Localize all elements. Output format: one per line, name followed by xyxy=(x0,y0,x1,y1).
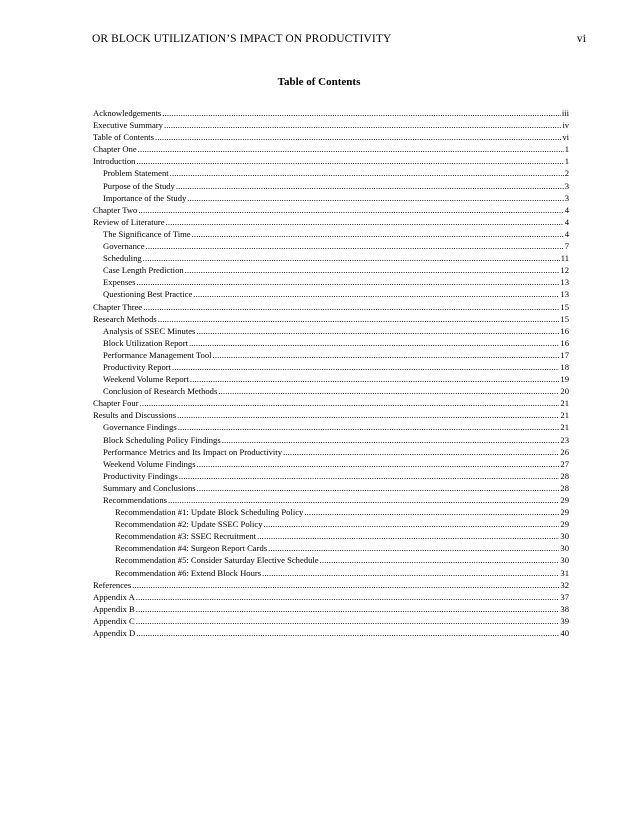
toc-entry-label: Scheduling xyxy=(103,253,142,264)
dot-leader xyxy=(162,107,561,119)
toc-entry-label: References xyxy=(93,579,132,590)
dot-leader xyxy=(136,615,560,627)
toc-entry[interactable] xyxy=(93,458,569,470)
toc-entry-page: 21 xyxy=(560,410,569,421)
toc-entry-label: Problem Statement xyxy=(103,168,169,179)
dot-leader xyxy=(189,337,559,349)
toc-entry-label: Purpose of the Study xyxy=(103,180,175,191)
toc-entry-page: 19 xyxy=(560,374,569,385)
toc-entry-label: Importance of the Study xyxy=(103,192,187,203)
toc-entry[interactable] xyxy=(93,228,569,240)
toc-entry-label: Results and Discussions xyxy=(93,410,177,421)
toc-entry-page: 15 xyxy=(560,313,569,324)
toc-entry-label: Performance Metrics and Its Impact on Productivity xyxy=(103,446,282,457)
dot-leader xyxy=(262,567,559,579)
toc-entry[interactable] xyxy=(93,349,569,361)
toc-entry-label: Chapter Two xyxy=(93,204,138,215)
dot-leader xyxy=(136,627,559,639)
toc-entry-page: 13 xyxy=(560,289,569,300)
dot-leader xyxy=(140,397,560,409)
toc-entry-label: Recommendation #6: Extend Block Hours xyxy=(115,567,262,578)
toc-entry-page: 20 xyxy=(560,386,569,397)
toc-entry-page: 12 xyxy=(560,265,569,276)
dot-leader xyxy=(136,591,560,603)
toc-entry-page: vi xyxy=(562,132,569,143)
dot-leader xyxy=(146,240,564,252)
toc-entry-page: 7 xyxy=(564,241,569,252)
dot-leader xyxy=(197,482,560,494)
toc-entry[interactable] xyxy=(93,627,569,639)
toc-entry[interactable] xyxy=(93,591,569,603)
dot-leader xyxy=(136,276,559,288)
dot-leader xyxy=(257,530,559,542)
toc-entry-label: Acknowledgements xyxy=(93,108,162,118)
page-number: vi xyxy=(576,33,586,45)
dot-leader xyxy=(213,349,560,361)
toc-entry-page: 32 xyxy=(560,579,569,590)
toc-entry-label: Recommendation #3: SSEC Recruitment xyxy=(115,531,257,542)
dot-leader xyxy=(136,155,563,167)
toc-entry[interactable] xyxy=(93,421,569,433)
toc-entry-page: 1 xyxy=(564,156,569,167)
toc-entry-label: Introduction xyxy=(93,156,136,167)
toc-entry[interactable] xyxy=(93,385,569,397)
running-header xyxy=(92,33,586,51)
toc-entry-label: Productivity Findings xyxy=(103,470,178,481)
toc-entry[interactable] xyxy=(93,301,569,313)
toc-entry[interactable] xyxy=(93,288,569,300)
toc-entry[interactable] xyxy=(93,542,569,554)
toc-entry-label: Table of Contents xyxy=(93,132,154,143)
toc-entry[interactable] xyxy=(93,482,569,494)
toc-entry[interactable] xyxy=(93,554,569,566)
toc-entry[interactable] xyxy=(93,143,569,155)
toc-entry-label: Appendix B xyxy=(93,603,135,614)
toc-entry[interactable] xyxy=(93,240,569,252)
toc-entry[interactable] xyxy=(93,216,569,228)
toc-entry[interactable] xyxy=(93,276,569,288)
toc-entry-page: 23 xyxy=(560,434,569,445)
toc-entry[interactable] xyxy=(93,506,569,518)
toc-entry-page: 28 xyxy=(560,470,569,481)
dot-leader xyxy=(138,204,563,216)
toc-entry-page: 4 xyxy=(564,228,569,239)
dot-leader xyxy=(197,458,560,470)
toc-entry-label: Recommendation #5: Consider Saturday Elective Schedule xyxy=(115,555,319,566)
dot-leader xyxy=(179,470,560,482)
dot-leader xyxy=(164,119,561,131)
toc-entry-label: Questioning Best Practice xyxy=(103,289,193,300)
dot-leader xyxy=(222,434,560,446)
toc-entry-page: 13 xyxy=(560,277,569,288)
toc-entry-page: 15 xyxy=(560,301,569,312)
toc-entry-label: Appendix A xyxy=(93,591,135,602)
toc-entry[interactable] xyxy=(93,325,569,337)
toc-entry-label: Appendix C xyxy=(93,615,135,626)
toc-entry-page: 29 xyxy=(560,519,569,530)
toc-entry-page: 29 xyxy=(560,495,569,505)
toc-entry[interactable] xyxy=(93,252,569,264)
toc-entry-label: Research Methods xyxy=(93,313,157,324)
toc-entry-label: Executive Summary xyxy=(93,120,163,131)
toc-entry[interactable] xyxy=(93,518,569,530)
toc-entry-page: 27 xyxy=(560,458,569,469)
toc-entry-label: Block Utilization Report xyxy=(103,337,188,348)
toc-entry[interactable] xyxy=(93,361,569,373)
toc-entry[interactable] xyxy=(93,192,569,204)
dot-leader xyxy=(158,313,560,325)
toc-entry-page: 4 xyxy=(564,216,569,227)
toc-heading: Table of Contents xyxy=(277,76,361,88)
dot-leader xyxy=(187,192,563,204)
toc-entry-page: 21 xyxy=(560,398,569,409)
toc-entry-page: 30 xyxy=(560,555,569,566)
dot-leader xyxy=(170,167,564,179)
dot-leader xyxy=(283,446,559,458)
toc-entry-page: 3 xyxy=(564,180,569,191)
toc-entry-page: 1 xyxy=(564,144,569,155)
toc-entry-label: Block Scheduling Policy Findings xyxy=(103,434,221,445)
dot-leader xyxy=(132,579,559,591)
toc-entry-page: 4 xyxy=(564,204,569,215)
dot-leader xyxy=(177,409,559,421)
toc-entry-label: Weekend Volume Report xyxy=(103,374,189,385)
toc-entry-label: The Significance of Time xyxy=(103,228,191,239)
toc-entry-label: Analysis of SSEC Minutes xyxy=(103,325,196,336)
dot-leader xyxy=(196,325,559,337)
toc-entry[interactable] xyxy=(93,409,569,421)
dot-leader xyxy=(143,252,560,264)
toc-entry-page: 30 xyxy=(560,531,569,542)
dot-leader xyxy=(264,518,560,530)
dot-leader xyxy=(143,301,559,313)
toc-entry-label: Performance Management Tool xyxy=(103,349,212,360)
dot-leader xyxy=(166,216,564,228)
toc-entry-page: 31 xyxy=(560,567,569,578)
toc-entry-page: 37 xyxy=(560,591,569,602)
toc-entry[interactable] xyxy=(93,434,569,446)
toc-entry-page: 18 xyxy=(560,361,569,372)
toc-entry-page: 2 xyxy=(564,168,569,179)
dot-leader xyxy=(176,180,564,192)
toc-entry-label: Recommendation #2: Update SSEC Policy xyxy=(115,519,263,530)
toc-entry-label: Chapter Four xyxy=(93,398,139,409)
running-title: OR BLOCK UTILIZATION’S IMPACT ON PRODUCTIVITY xyxy=(92,33,392,45)
toc-entry[interactable] xyxy=(93,603,569,615)
dot-leader xyxy=(320,554,560,566)
toc-entry-label: Review of Literature xyxy=(93,216,165,227)
toc-entry-page: 40 xyxy=(560,628,569,639)
toc-entry-page: 16 xyxy=(560,325,569,336)
toc-entry[interactable] xyxy=(93,337,569,349)
toc-entry-page: 11 xyxy=(560,253,569,264)
toc-entry-page: 39 xyxy=(560,615,569,626)
toc-entry[interactable] xyxy=(93,204,569,216)
toc-entry-page: 30 xyxy=(560,543,569,554)
toc-entry[interactable] xyxy=(93,579,569,591)
toc-entry-page: 38 xyxy=(560,603,569,614)
toc-entry-label: Recommendation #1: Update Block Scheduling Policy xyxy=(115,507,304,518)
toc-entry-label: Recommendations xyxy=(103,495,167,505)
dot-leader xyxy=(136,603,560,615)
toc-entry-page: 21 xyxy=(560,422,569,433)
toc-entry-page: 3 xyxy=(564,192,569,203)
toc-entry-page: 16 xyxy=(560,337,569,348)
toc-entry[interactable] xyxy=(93,373,569,385)
toc-entry[interactable] xyxy=(93,155,569,167)
toc-entry[interactable] xyxy=(93,530,569,542)
toc-entry[interactable] xyxy=(93,567,569,579)
toc-entry[interactable] xyxy=(93,264,569,276)
dot-leader xyxy=(185,264,560,276)
table-of-contents xyxy=(93,107,569,639)
toc-entry[interactable] xyxy=(93,180,569,192)
toc-entry-label: Appendix D xyxy=(93,628,136,639)
dot-leader xyxy=(138,143,564,155)
toc-entry-label: Summary and Conclusions xyxy=(103,482,196,493)
toc-entry-label: Governance Findings xyxy=(103,422,177,433)
dot-leader xyxy=(168,494,559,506)
dot-leader xyxy=(304,506,559,518)
toc-entry[interactable] xyxy=(93,107,569,119)
dot-leader xyxy=(192,228,564,240)
dot-leader xyxy=(193,288,559,300)
dot-leader xyxy=(172,361,559,373)
toc-entry-page: 17 xyxy=(560,349,569,360)
toc-entry-page: iv xyxy=(562,120,569,131)
toc-entry[interactable] xyxy=(93,119,569,131)
dot-leader xyxy=(268,542,559,554)
dot-leader xyxy=(218,385,559,397)
toc-entry-label: Case Length Prediction xyxy=(103,265,184,276)
toc-entry-page: 29 xyxy=(560,507,569,518)
toc-entry-page: 26 xyxy=(560,446,569,457)
toc-entry[interactable] xyxy=(93,131,569,143)
toc-entry-label: Chapter One xyxy=(93,144,137,155)
toc-entry-label: Weekend Volume Findings xyxy=(103,458,196,469)
toc-entry-label: Recommendation #4: Surgeon Report Cards xyxy=(115,543,268,554)
dot-leader xyxy=(190,373,560,385)
toc-entry[interactable] xyxy=(93,470,569,482)
toc-entry-label: Productivity Report xyxy=(103,361,172,372)
toc-entry-page: iii xyxy=(561,108,569,118)
toc-entry-label: Expenses xyxy=(103,277,136,288)
toc-entry-label: Chapter Three xyxy=(93,301,143,312)
toc-entry[interactable] xyxy=(93,397,569,409)
toc-entry[interactable] xyxy=(93,313,569,325)
toc-entry[interactable] xyxy=(93,446,569,458)
toc-entry[interactable] xyxy=(93,615,569,627)
toc-entry[interactable] xyxy=(93,494,569,506)
toc-entry-label: Governance xyxy=(103,241,145,252)
toc-entry[interactable] xyxy=(93,167,569,179)
toc-entry-label: Conclusion of Research Methods xyxy=(103,386,218,397)
dot-leader xyxy=(178,421,560,433)
toc-entry-page: 28 xyxy=(560,482,569,493)
dot-leader xyxy=(155,131,561,143)
